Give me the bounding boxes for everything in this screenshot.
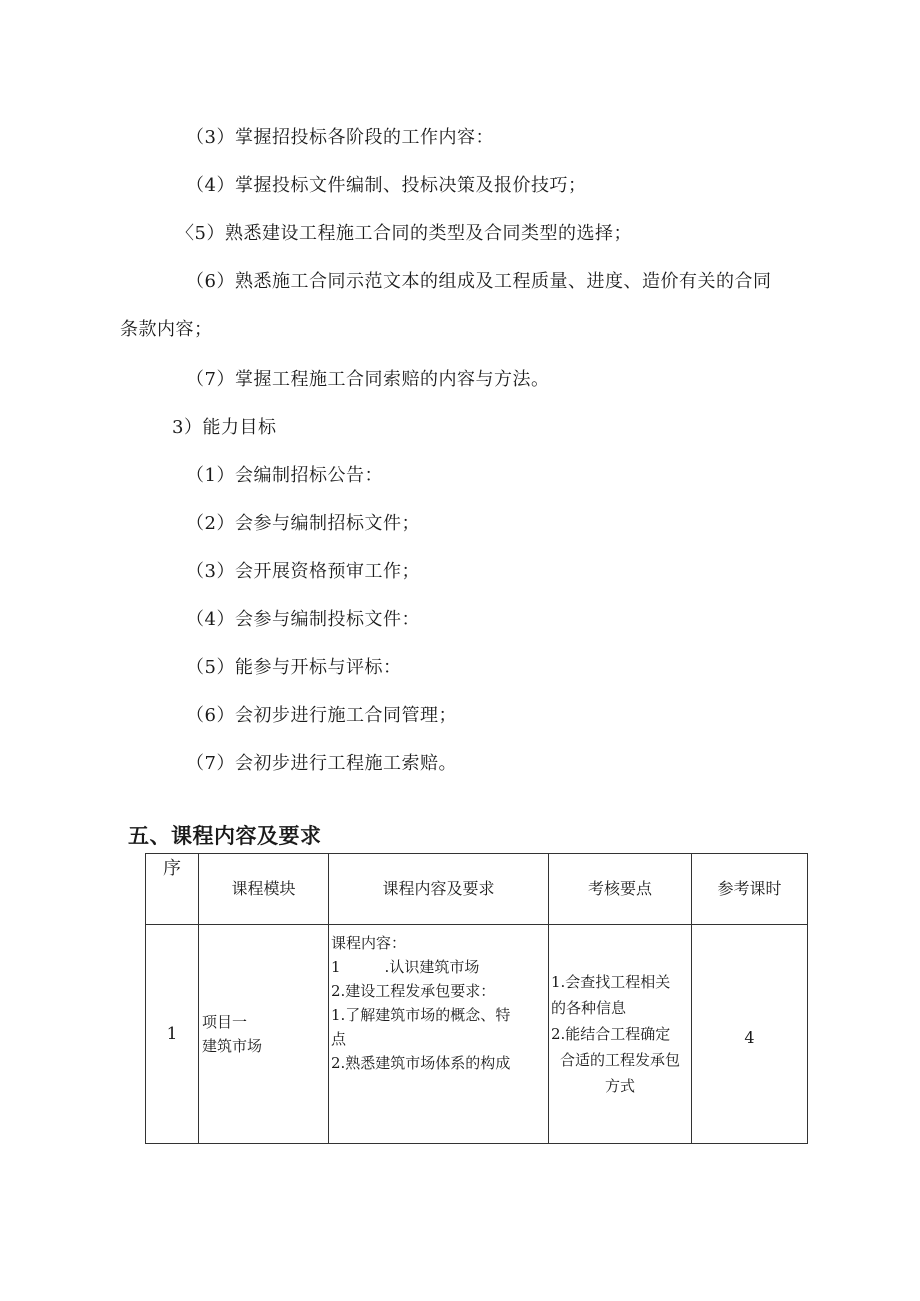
ability-heading: 3）能力目标 (172, 417, 277, 438)
assess-line: 1.会查找工程相关 (551, 973, 671, 991)
content-line: 1.了解建筑市场的概念、特 (331, 1006, 511, 1024)
section-title: 五、课程内容及要求 (128, 824, 322, 848)
content-num: 1 (331, 958, 341, 976)
knowledge-item-7: （7）掌握工程施工合同索赔的内容与方法。 (186, 369, 550, 390)
assess-line: 合适的工程发承包 (559, 1051, 680, 1069)
module-line: 项目一 (202, 1013, 248, 1031)
module-line: 建筑市场 (202, 1037, 263, 1055)
table-row (146, 925, 808, 1144)
header-hours: 参考课时 (692, 854, 808, 925)
knowledge-item-5: 〈5）熟悉建设工程施工合同的类型及合同类型的选择； (176, 223, 632, 244)
content-text: .认识建筑市场 (384, 958, 480, 976)
row-module (199, 925, 329, 1144)
header-module: 课程模块 (199, 854, 329, 925)
ability-item-2: （2）会参与编制招标文件； (186, 513, 420, 534)
knowledge-item-4: （4）掌握投标文件编制、投标决策及报价技巧； (186, 175, 587, 196)
ability-item-1: （1）会编制招标公告： (186, 465, 383, 486)
content-line: 2.建设工程发承包要求： (331, 982, 496, 1000)
content-line (331, 955, 546, 979)
content-line: 2.熟悉建筑市场体系的构成 (331, 1054, 511, 1072)
ability-item-5: （5）能参与开标与评标： (186, 657, 402, 678)
ability-item-7: （7）会初步进行工程施工索赔。 (186, 753, 457, 774)
row-no: 1 (146, 925, 199, 1144)
assess-line: 2.能结合工程确定 (551, 1025, 671, 1043)
assess-line: 方式 (604, 1077, 635, 1095)
knowledge-item-3: （3）掌握招投标各阶段的工作内容： (186, 127, 494, 148)
ability-item-4: （4）会参与编制投标文件： (186, 609, 420, 630)
knowledge-item-6-cont: 条款内容； (120, 319, 213, 340)
assess-line: 的各种信息 (551, 999, 627, 1017)
ability-item-6: （6）会初步进行施工合同管理； (186, 705, 457, 726)
header-content: 课程内容及要求 (329, 854, 549, 925)
ability-item-3: （3）会开展资格预审工作； (186, 561, 420, 582)
header-no: 序 (146, 854, 199, 925)
header-assessment: 考核要点 (549, 854, 692, 925)
knowledge-item-6: （6）熟悉施工合同示范文本的组成及工程质量、进度、造价有关的合同 (186, 271, 772, 292)
table-header-row (146, 854, 808, 925)
row-assessment (549, 925, 692, 1144)
row-hours: 4 (692, 925, 808, 1144)
row-content (329, 925, 549, 1144)
content-line: 点 (331, 1030, 347, 1048)
course-table (145, 853, 808, 1144)
content-line: 课程内容： (331, 934, 407, 952)
